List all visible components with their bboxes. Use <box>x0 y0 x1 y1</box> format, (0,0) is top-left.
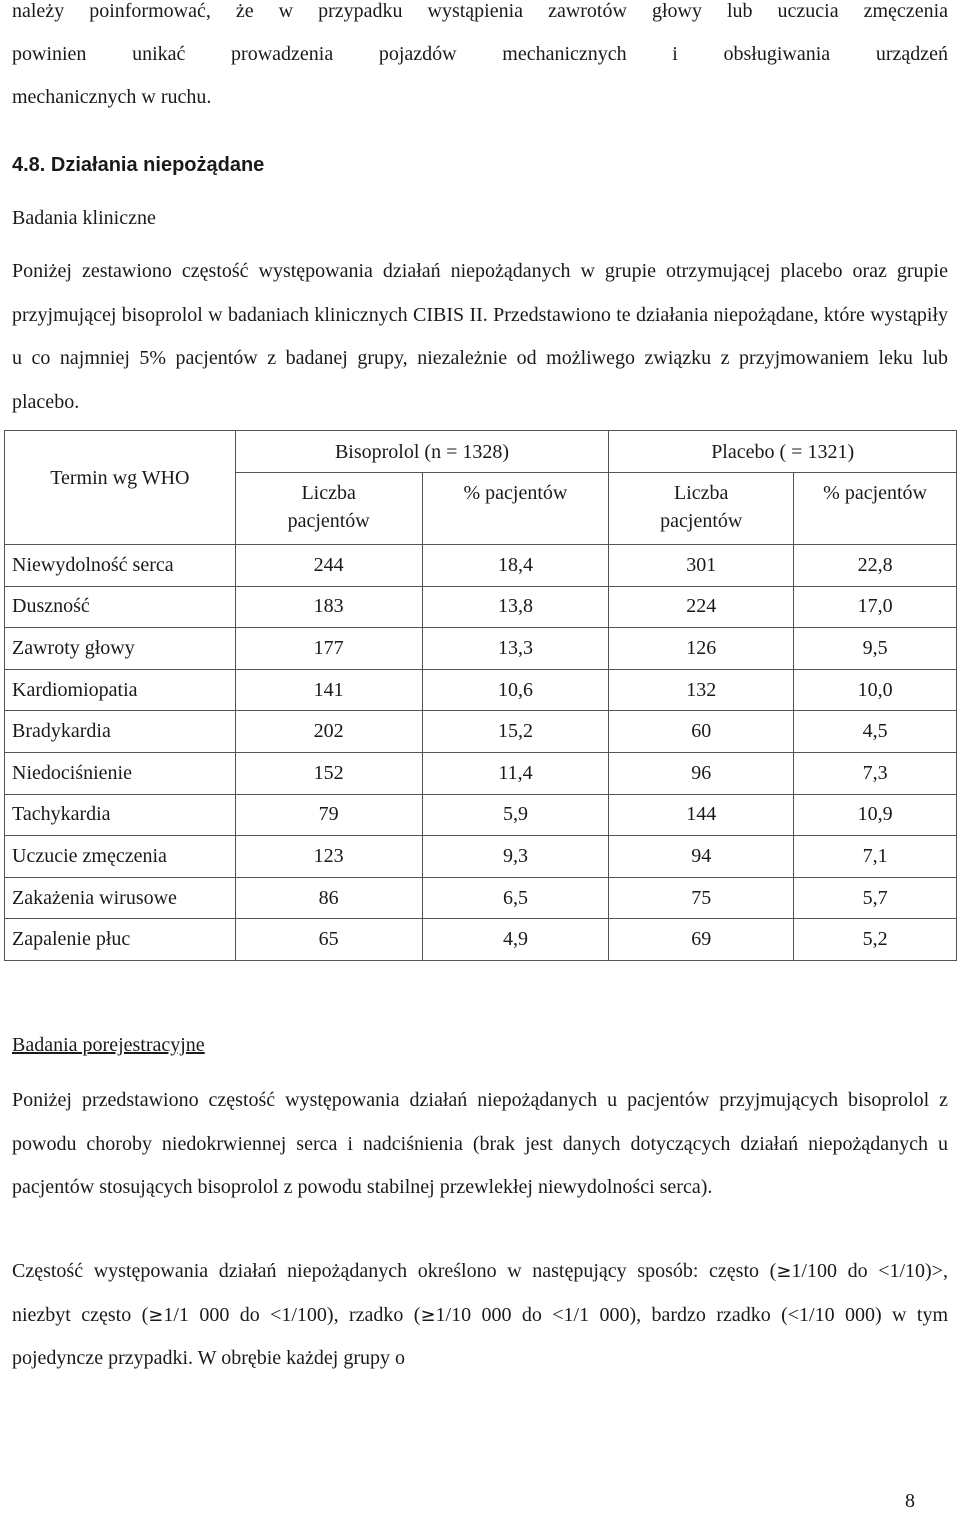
placebo-count-header: Liczba pacjentów <box>609 473 794 545</box>
bisoprolol-count-cell: 177 <box>235 628 422 670</box>
bisoprolol-count-cell: 202 <box>235 711 422 753</box>
bisoprolol-pct-cell: 13,3 <box>422 628 609 670</box>
placebo-pct-cell: 5,7 <box>794 877 957 919</box>
intro-line-2: powinien unikać prowadzenia pojazdów mechanicznych i obsługiwania urządzeń <box>12 43 948 65</box>
frequency-paragraph: Częstość występowania działań niepożądanych określono w następujący sposób: często (≥1/100 do <1/10)>, niezbyt często (≥1/1 000 do <1/100), rzadko (≥1/10 000 do <1/1 000), bardzo rzadko (<1/10 000) w tym pojedyncze przypadki. W obrębie każdej grupy o <box>12 1260 948 1369</box>
term-cell: Zakażenia wirusowe <box>5 877 236 919</box>
bisoprolol-pct-cell: 10,6 <box>422 669 609 711</box>
bisoprolol-pct-cell: 9,3 <box>422 836 609 878</box>
bisoprolol-count-cell: 152 <box>235 752 422 794</box>
table-row <box>5 794 957 836</box>
placebo-count-cell: 132 <box>609 669 794 711</box>
placebo-pct-cell: 9,5 <box>794 628 957 670</box>
page-number: 8 <box>905 1490 915 1512</box>
placebo-count-cell: 301 <box>609 545 794 587</box>
bisoprolol-count-header: Liczba pacjentów <box>235 473 422 545</box>
term-cell: Uczucie zmęczenia <box>5 836 236 878</box>
intro-line-3: mechanicznych w ruchu. <box>12 86 212 108</box>
placebo-count-cell: 126 <box>609 628 794 670</box>
bisoprolol-count-cell: 86 <box>235 877 422 919</box>
table-row <box>5 628 957 670</box>
term-cell: Kardiomiopatia <box>5 669 236 711</box>
bisoprolol-pct-cell: 6,5 <box>422 877 609 919</box>
term-header: Termin wg WHO <box>5 431 236 545</box>
placebo-count-cell: 224 <box>609 586 794 628</box>
bisoprolol-pct-header: % pacjentów <box>422 473 609 545</box>
postmarketing-paragraph: Poniżej przedstawiono częstość występowania działań niepożądanych u pacjentów przyjmujących bisoprolol z powodu choroby niedokrwiennej serca i nadciśnienia (brak jest danych dotyczących działań niepożądanych u pacjentów stosujących bisoprolol z powodu stabilnej przewlekłej niewydolności serca). <box>12 1089 948 1198</box>
postmarketing-subheading: Badania porejestracyjne <box>12 1034 205 1056</box>
bisoprolol-pct-cell: 15,2 <box>422 711 609 753</box>
bisoprolol-pct-cell: 13,8 <box>422 586 609 628</box>
intro-line-1: należy poinformować, że w przypadku wystąpienia zawrotów głowy lub uczucia zmęczenia <box>12 0 948 22</box>
placebo-count-cell: 96 <box>609 752 794 794</box>
placebo-pct-cell: 5,2 <box>794 919 957 961</box>
bisoprolol-count-cell: 65 <box>235 919 422 961</box>
placebo-pct-cell: 10,9 <box>794 794 957 836</box>
table-row <box>5 919 957 961</box>
term-cell: Zapalenie płuc <box>5 919 236 961</box>
bisoprolol-count-cell: 79 <box>235 794 422 836</box>
term-cell: Tachykardia <box>5 794 236 836</box>
term-cell: Duszność <box>5 586 236 628</box>
clinical-paragraph: Poniżej zestawiono częstość występowania działań niepożądanych w grupie otrzymującej placebo oraz grupie przyjmującej bisoprolol w badaniach klinicznych CIBIS II. Przedstawiono te działania niepożądane, które wystąpiły u co najmniej 5% pacjentów z badanej grupy, niezależnie od możliwego związku z przyjmowaniem leku lub placebo. <box>12 260 948 413</box>
bisoprolol-pct-cell: 4,9 <box>422 919 609 961</box>
placebo-count-cell: 144 <box>609 794 794 836</box>
section-heading: 4.8. Działania niepożądane <box>12 154 265 176</box>
term-cell: Niedociśnienie <box>5 752 236 794</box>
bisoprolol-pct-cell: 18,4 <box>422 545 609 587</box>
bisoprolol-count-cell: 123 <box>235 836 422 878</box>
placebo-count-cell: 60 <box>609 711 794 753</box>
placebo-pct-cell: 10,0 <box>794 669 957 711</box>
placebo-pct-cell: 22,8 <box>794 545 957 587</box>
bisoprolol-count-cell: 141 <box>235 669 422 711</box>
term-cell: Zawroty głowy <box>5 628 236 670</box>
table-row <box>5 711 957 753</box>
term-cell: Bradykardia <box>5 711 236 753</box>
bisoprolol-count-cell: 244 <box>235 545 422 587</box>
term-cell: Niewydolność serca <box>5 545 236 587</box>
placebo-count-cell: 75 <box>609 877 794 919</box>
placebo-pct-header: % pacjentów <box>794 473 957 545</box>
bisoprolol-count-cell: 183 <box>235 586 422 628</box>
table-row <box>5 836 957 878</box>
adverse-events-table <box>4 430 957 961</box>
clinical-subheading: Badania kliniczne <box>12 207 156 229</box>
placebo-group-header: Placebo ( = 1321) <box>609 431 957 473</box>
table-row <box>5 545 957 587</box>
placebo-pct-cell: 17,0 <box>794 586 957 628</box>
bisoprolol-pct-cell: 5,9 <box>422 794 609 836</box>
bisoprolol-group-header: Bisoprolol (n = 1328) <box>235 431 609 473</box>
placebo-count-cell: 69 <box>609 919 794 961</box>
placebo-pct-cell: 7,3 <box>794 752 957 794</box>
placebo-pct-cell: 7,1 <box>794 836 957 878</box>
bisoprolol-pct-cell: 11,4 <box>422 752 609 794</box>
table-row <box>5 877 957 919</box>
table-row <box>5 586 957 628</box>
placebo-pct-cell: 4,5 <box>794 711 957 753</box>
placebo-count-cell: 94 <box>609 836 794 878</box>
table-row <box>5 669 957 711</box>
table-row <box>5 752 957 794</box>
